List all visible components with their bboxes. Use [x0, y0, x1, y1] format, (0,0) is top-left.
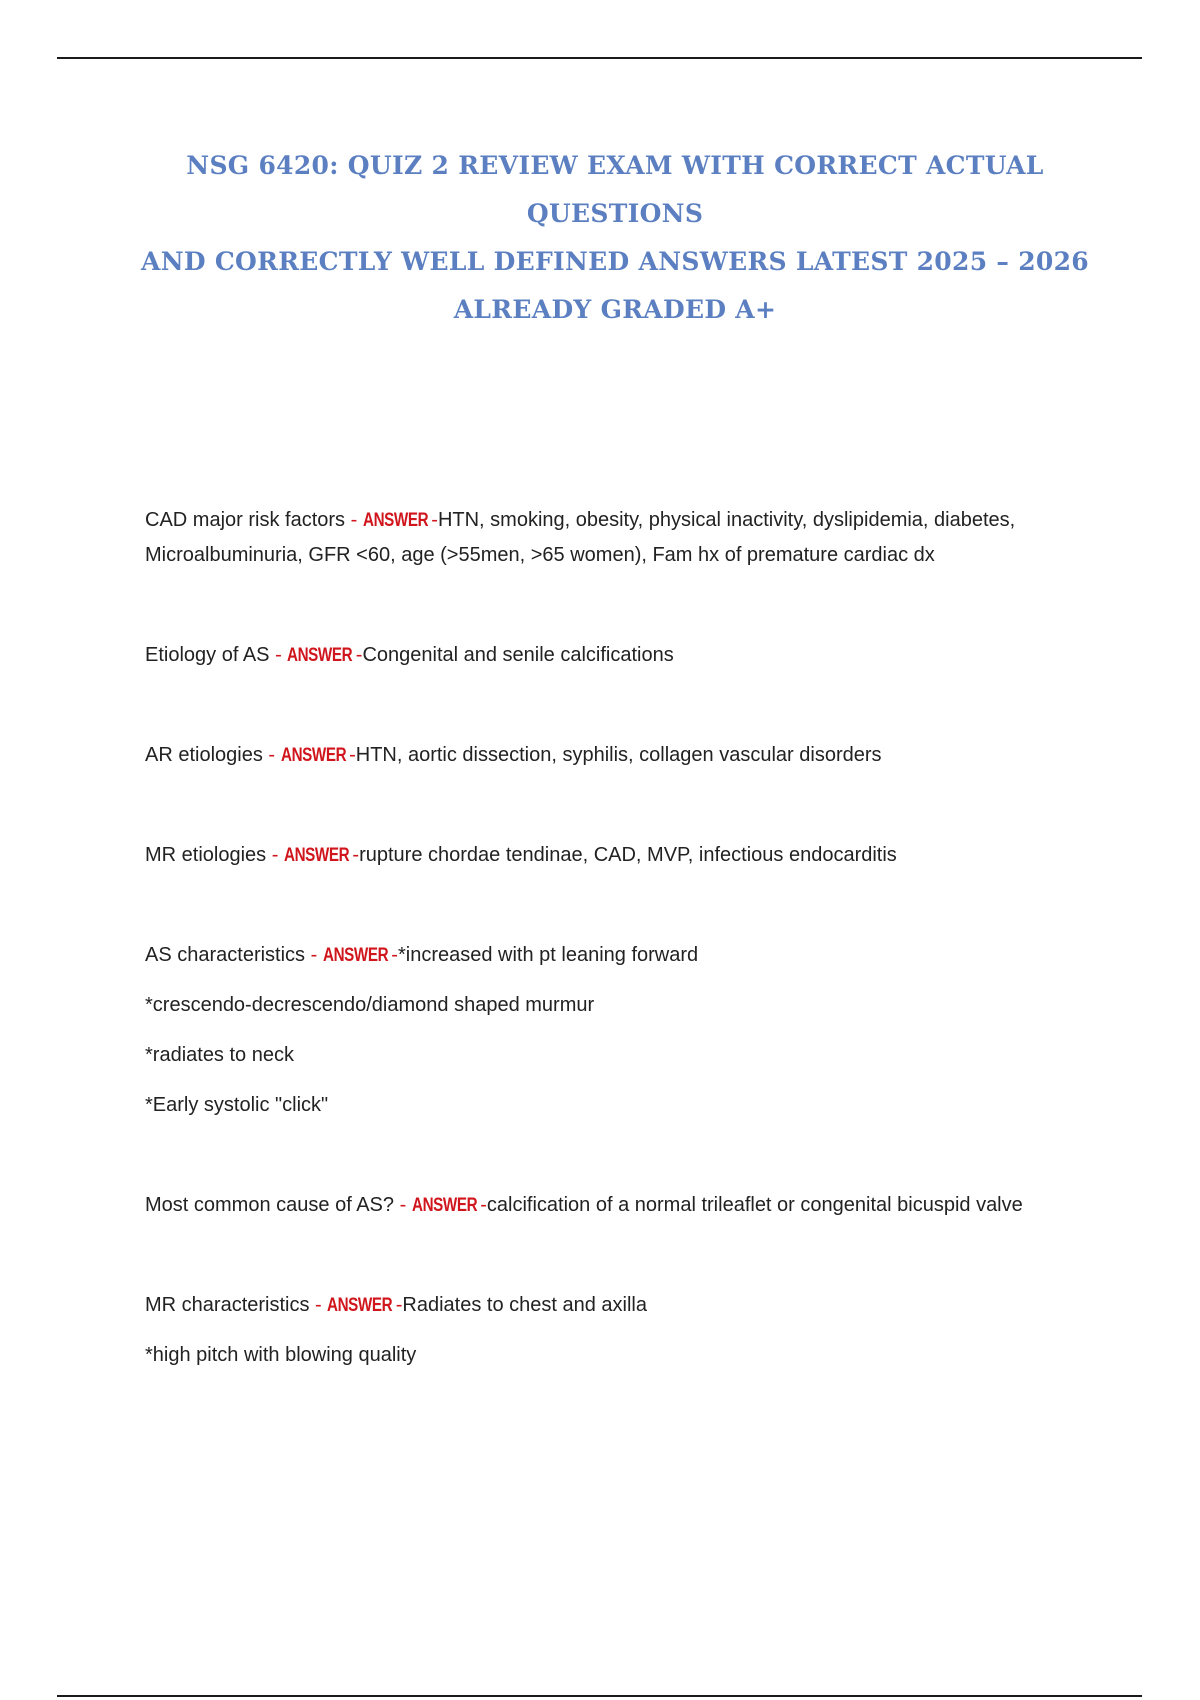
question-text: Etiology of AS: [145, 644, 270, 666]
answer-text: Congenital and senile calcifications: [362, 644, 674, 666]
qa-main-line: AR etiologies - ANSWER -HTN, aortic dissection, syphilis, collagen vascular disorders: [145, 738, 1105, 773]
answer-label: ANSWER: [322, 945, 389, 966]
qa-item-ar-etiologies: [145, 738, 1105, 773]
answer-label: ANSWER: [362, 510, 428, 531]
question-text: Most common cause of AS?: [145, 1194, 395, 1216]
qa-item-most-common-cause-of-as: [145, 1188, 1105, 1223]
title-line: ALREADY GRADED A+: [453, 295, 777, 324]
answer-text: *increased with pt leaning forward: [397, 944, 699, 966]
answer-extra-line: *radiates to neck: [145, 1044, 294, 1066]
question-text: AR etiologies: [145, 744, 263, 766]
answer-label: ANSWER: [411, 1195, 477, 1216]
answer-label: ANSWER: [287, 645, 353, 666]
answer-extra-line: *Early systolic "click": [145, 1094, 329, 1116]
qa-item-as-characteristics: [145, 938, 1105, 1123]
question-text: MR characteristics: [145, 1294, 310, 1316]
qa-main-line: Etiology of AS - ANSWER -Congenital and senile calcifications: [145, 638, 1105, 673]
answer-text: rupture chordae tendinae, CAD, MVP, infectious endocarditis: [359, 844, 897, 866]
answer-extra-line: *crescendo-decrescendo/diamond shaped murmur: [145, 994, 595, 1016]
question-text: AS characteristics: [145, 944, 306, 966]
answer-text: HTN, aortic dissection, syphilis, collagen vascular disorders: [355, 744, 882, 766]
question-text: MR etiologies: [145, 844, 267, 866]
title-line: AND CORRECTLY WELL DEFINED ANSWERS LATEST 2025 – 2026: [141, 247, 1089, 276]
title-line: NSG 6420: QUIZ 2 REVIEW EXAM WITH CORRECT ACTUAL QUESTIONS: [186, 151, 1044, 228]
answer-text: calcification of a normal trileaflet or congenital bicuspid valve: [486, 1194, 1023, 1216]
qa-main-line: MR characteristics - ANSWER -Radiates to chest and axilla: [145, 1288, 1105, 1323]
document-title: [130, 142, 1100, 334]
bottom-rule: [57, 1695, 1142, 1697]
answer-extra-line: *high pitch with blowing quality: [145, 1344, 417, 1366]
qa-item-etiology-of-as: [145, 638, 1105, 673]
answer-label: ANSWER: [283, 845, 350, 866]
top-rule: [57, 57, 1142, 59]
answer-label: ANSWER: [327, 1295, 393, 1316]
qa-main-line: Most common cause of AS? - ANSWER -calcification of a normal trileaflet or congenital bicuspid valve: [145, 1188, 1105, 1223]
qa-item-cad-risk-factors: [145, 503, 1105, 573]
answer-text: HTN, smoking, obesity, physical inactivity, dyslipidemia, diabetes, Microalbuminuria, GFR <60, age (>55men, >65 women), Fam hx of premature cardiac dx: [145, 509, 1016, 566]
qa-main-line: AS characteristics - ANSWER -*increased with pt leaning forward: [145, 938, 1105, 973]
answer-label: ANSWER: [280, 745, 346, 766]
qa-item-mr-characteristics: [145, 1288, 1105, 1373]
qa-main-line: CAD major risk factors - ANSWER -HTN, smoking, obesity, physical inactivity, dyslipidemia, diabetes, Microalbuminuria, GFR <60, age (>55men, >65 women), Fam hx of premature cardiac dx: [145, 503, 1105, 573]
qa-list: [145, 503, 1105, 1373]
answer-text: Radiates to chest and axilla: [402, 1294, 647, 1316]
question-text: CAD major risk factors: [145, 509, 346, 531]
qa-item-mr-etiologies: [145, 838, 1105, 873]
qa-main-line: MR etiologies - ANSWER -rupture chordae tendinae, CAD, MVP, infectious endocarditis: [145, 838, 1105, 873]
